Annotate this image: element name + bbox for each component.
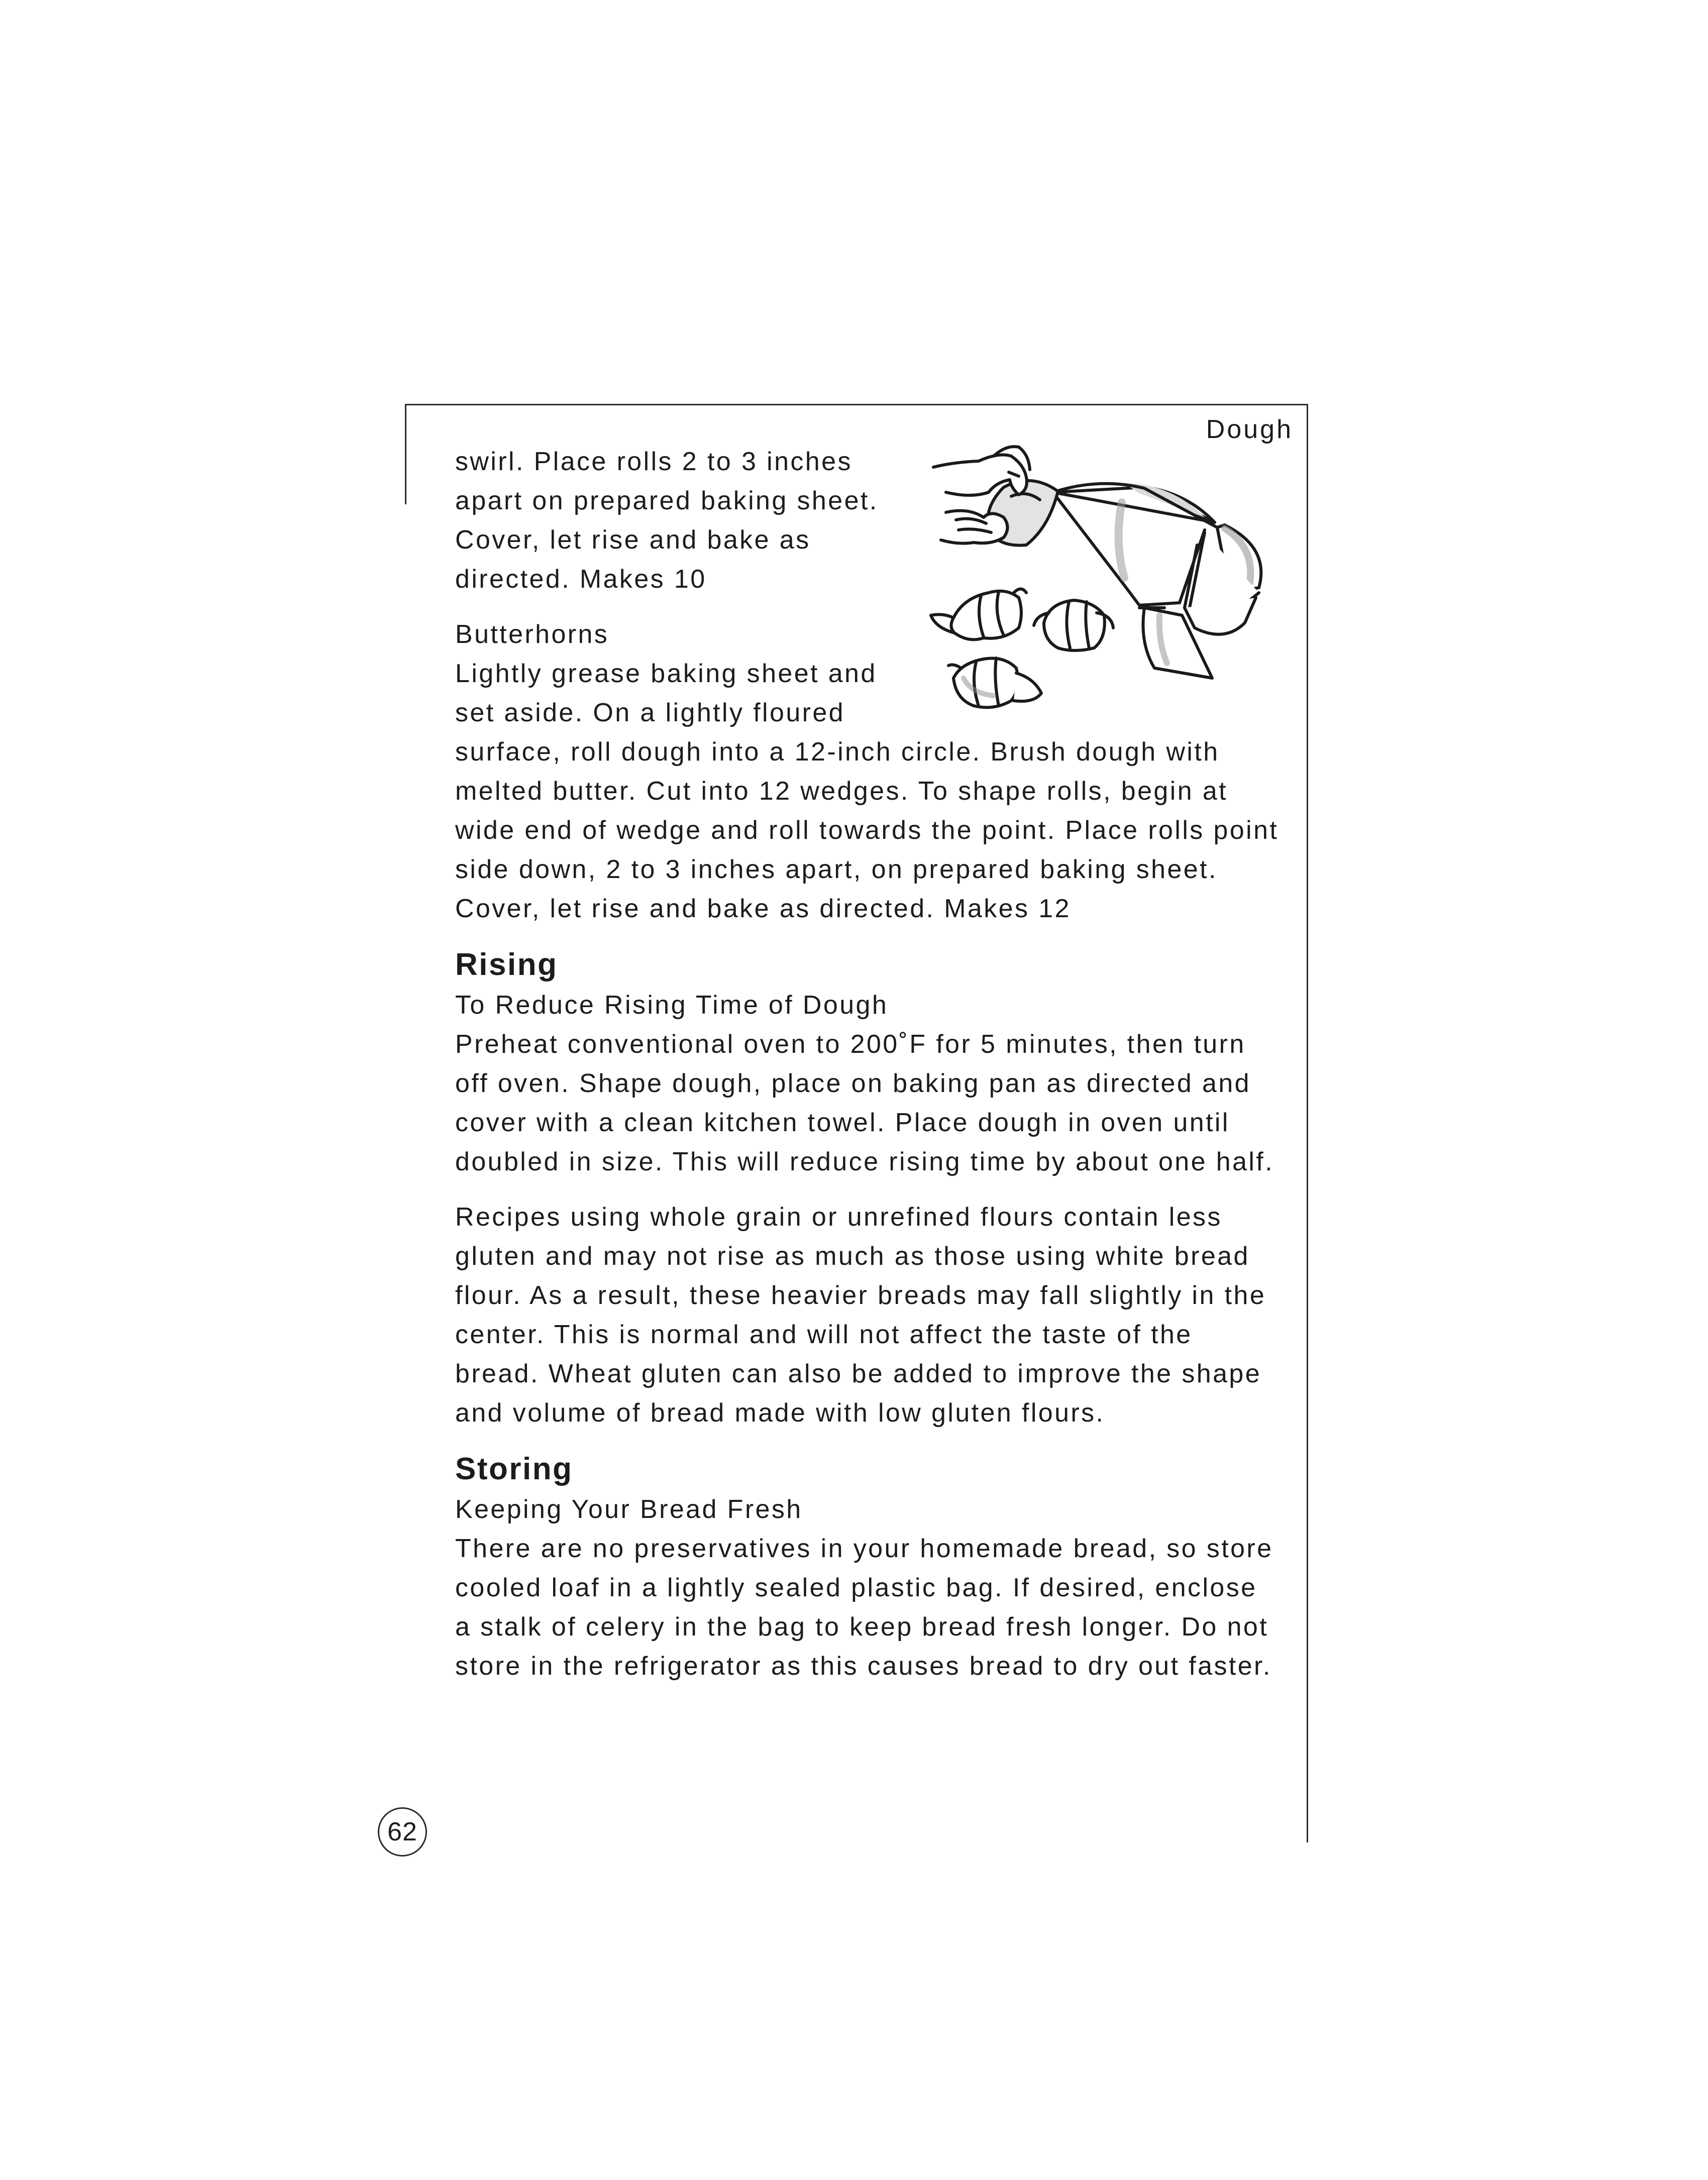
rising-paragraph-1 bbox=[455, 986, 1279, 1181]
storing-subheading: Keeping Your Bread Fresh bbox=[455, 1495, 803, 1524]
storing-paragraph bbox=[455, 1490, 1279, 1686]
butterhorns-title: Butterhorns bbox=[455, 620, 609, 649]
page-number: 62 bbox=[378, 1807, 427, 1857]
section-label: Dough bbox=[1206, 415, 1293, 444]
rising-subheading: To Reduce Rising Time of Dough bbox=[455, 991, 889, 1020]
page-content bbox=[455, 442, 1279, 1702]
storing-heading: Storing bbox=[455, 1452, 573, 1486]
storing-text: There are no preservatives in your homemade bread, so store cooled loaf in a lightly sealed plastic bag. If desired, enclose a stalk of celery in the bag to keep bread fresh longer. Do not store in the refrigerator as this causes bread to dry out faster. bbox=[455, 1534, 1273, 1681]
page-frame-top-rule bbox=[405, 404, 1308, 405]
rising-text-1: Preheat conventional oven to 200˚F for 5 minutes, then turn off oven. Shape dough, place on baking pan as directed and cover with a clean kitchen towel. Place dough in oven until doubled in size. This will reduce rising time by about one half. bbox=[455, 1030, 1274, 1176]
intro-paragraph: swirl. Place rolls 2 to 3 inches apart on prepared baking sheet. Cover, let rise and bake as directed. Makes 10 bbox=[455, 447, 879, 594]
butterhorns-text: Lightly grease baking sheet and set aside. On a lightly floured surface, roll dough into a 12-inch circle. Brush dough with melted butter. Cut into 12 wedges. To shape rolls, begin at wide end of wedge and roll towards the point. Place rolls point side down, 2 to 3 inches apart, on prepared baking sheet. Cover, let rise and bake as directed. Makes 12 bbox=[455, 659, 1279, 923]
rolling-butterhorn-dough-illustration bbox=[923, 442, 1275, 728]
rising-heading: Rising bbox=[455, 947, 558, 982]
page-frame-left-rule bbox=[405, 404, 406, 504]
page-frame-right-rule bbox=[1307, 404, 1308, 1842]
rising-paragraph-2: Recipes using whole grain or unrefined flours contain less gluten and may not rise as much as those using white bread flour. As a result, these heavier breads may fall slightly in the center. This is normal and will not affect the taste of the bread. Wheat gluten can also be added to improve the shape and volume of bread made with low gluten flours. bbox=[455, 1203, 1266, 1428]
